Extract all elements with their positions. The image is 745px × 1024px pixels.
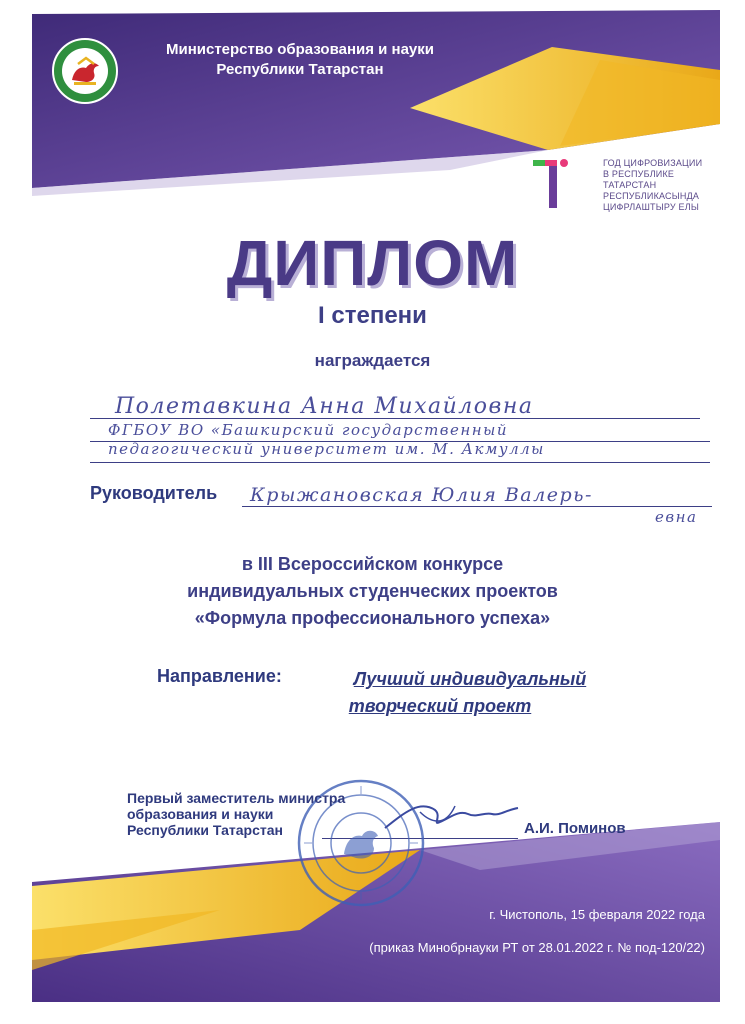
signer-name: А.И. Поминов: [524, 820, 626, 837]
recipient-name: Полетавкина Анна Михайловна: [115, 394, 534, 419]
awarded-label: награждается: [314, 351, 431, 370]
direction-value-line2: творческий проект: [348, 696, 532, 716]
direction-value-line1: Лучший индивидуальный: [353, 669, 587, 689]
signer-line2: образования и науки: [127, 806, 274, 822]
signer-title: [127, 790, 377, 838]
digital-year-logo-icon: [533, 158, 593, 210]
supervisor-label: Руководитель: [90, 483, 218, 503]
digital-line5: ЦИФРЛАШТЫРУ ЕЛЫ: [603, 202, 699, 212]
direction-value: [270, 666, 610, 720]
digital-line3: ТАТАРСТАН: [603, 180, 657, 190]
signer-line1: Первый заместитель министра: [127, 790, 346, 806]
order-reference: (приказ Минобрнауки РТ от 28.01.2022 г. № под-120/22): [369, 940, 705, 955]
city-date: г. Чистополь, 15 февраля 2022 года: [489, 907, 705, 922]
org-underline-2: [90, 462, 710, 463]
contest-line1: в III Всероссийском конкурсе: [241, 554, 504, 574]
digital-line2: В РЕСПУБЛИКЕ: [603, 169, 675, 179]
digital-year-text: [603, 158, 733, 213]
supervisor-name: Крыжановская Юлия Валерь-: [250, 484, 593, 506]
digital-line1: ГОД ЦИФРОВИЗАЦИИ: [603, 158, 703, 168]
organization-line2: педагогический университет им. М. Акмуллы: [108, 440, 545, 458]
ministry-header: [130, 40, 470, 80]
signer-line3: Республики Татарстан: [127, 822, 283, 838]
diploma-degree: I степени: [318, 302, 427, 329]
supervisor-name-end: евна: [655, 508, 698, 526]
contest-text: [0, 551, 745, 632]
ministry-line2: Республики Татарстан: [216, 61, 384, 78]
contest-line3: «Формула профессионального успеха»: [194, 608, 551, 628]
ministry-line1: Министерство образования и науки: [165, 41, 435, 58]
diploma-title: ДИПЛОМ: [226, 227, 519, 299]
contest-line2: индивидуальных студенческих проектов: [187, 581, 558, 601]
digital-line4: РЕСПУБЛИКАСЫНДА: [603, 191, 700, 201]
supervisor-underline: [242, 506, 712, 507]
tatarstan-emblem-icon: [50, 36, 120, 106]
signature-icon: [380, 792, 525, 842]
organization-line1: ФГБОУ ВО «Башкирский государственный: [108, 421, 509, 439]
direction-label: Направление:: [157, 666, 282, 686]
